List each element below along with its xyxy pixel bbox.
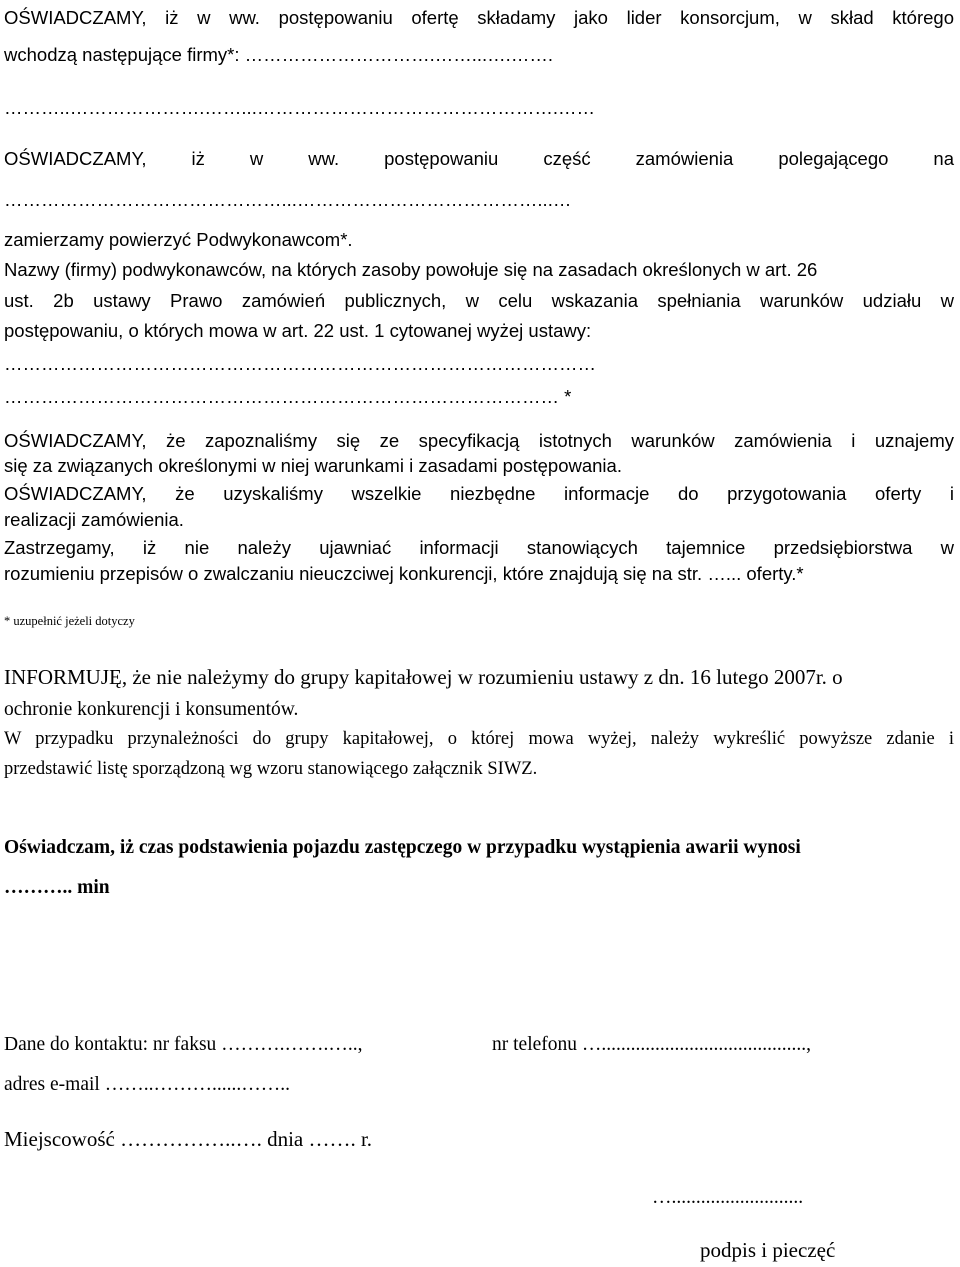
signature-label: podpis i pieczęć (700, 1238, 836, 1262)
contact-fax: Dane do kontaktu: nr faksu ……….…….….., (4, 1034, 363, 1055)
subcontractor-dots-2: ……………………………………………………………………………… * (4, 386, 572, 407)
subcontract-statement-line-3: zamierzamy powierzyć Podwykonawcom*. (4, 229, 353, 250)
subcontractor-dots-1: …………………………………………………………………………………… (4, 353, 596, 374)
footnote: * uzupełnić jeżeli dotyczy (4, 614, 135, 628)
signature-dots: …........................... (652, 1187, 804, 1208)
siwz-statement-line-1: OŚWIADCZAMY, że zapoznaliśmy się ze specyfikacją istotnych warunków zamówienia i uznajemy (4, 430, 954, 451)
siwz-statement-line-2: się za związanych określonymi w niej warunkami i zasadami postępowania. (4, 455, 622, 476)
confidentiality-statement-line-1: Zastrzegamy, iż nie należy ujawniać informacji stanowiących tajemnice przedsiębiorstwa w (4, 537, 954, 558)
subcontract-names-line-3: postępowaniu, o których mowa w art. 22 ust. 1 cytowanej wyżej ustawy: (4, 320, 592, 341)
vehicle-statement-line-1: Oświadczam, iż czas podstawienia pojazdu zastępczego w przypadku wystąpienia awarii wynosi (4, 837, 801, 858)
subcontract-scope-dots: ………………………………………...…………………………………...… (4, 189, 572, 210)
contact-email: adres e-mail ……..………......…….. (4, 1074, 290, 1095)
subcontract-statement-line-1: OŚWIADCZAMY, iż w ww. postępowaniu część zamówienia polegającego na (4, 148, 954, 169)
subcontract-names-line-1: Nazwy (firmy) podwykonawców, na których zasoby powołuje się na zasadach określonych w art. 26 (4, 259, 818, 280)
consortium-statement-line-1: OŚWIADCZAMY, iż w ww. postępowaniu ofertę składamy jako lider konsorcjum, w skład którego (4, 7, 954, 28)
consortium-firms-dots: ………..………………….……...………………………………………….…… (4, 97, 595, 118)
capital-group-line-1: INFORMUJĘ, że nie należymy do grupy kapitałowej w rozumieniu ustawy z dn. 16 lutego 2007r. o (4, 665, 843, 689)
confidentiality-statement-line-2: rozumieniu przepisów o zwalczaniu nieuczciwej konkurencji, które znajdują się na str. …... oferty.* (4, 563, 804, 584)
capital-group-line-2: ochronie konkurencji i konsumentów. (4, 699, 299, 720)
contact-phone: nr telefonu ….........................................., (492, 1034, 812, 1055)
vehicle-statement-line-2: ……….. min (4, 877, 110, 898)
capital-group-line-3: W przypadku przynależności do grupy kapitałowej, o której mowa wyżej, należy wykreślić powyższe zdanie i (4, 729, 954, 749)
information-statement-line-2: realizacji zamówienia. (4, 509, 184, 530)
subcontract-names-line-2: ust. 2b ustawy Prawo zamówień publicznych, w celu wskazania spełniania warunków udziału w (4, 290, 954, 311)
place-and-date: Miejscowość ……………..…. dnia ……. r. (4, 1127, 373, 1151)
consortium-statement-line-2: wchodzą następujące firmy*: ………………………….……...….……. (4, 44, 553, 65)
information-statement-line-1: OŚWIADCZAMY, że uzyskaliśmy wszelkie niezbędne informacje do przygotowania oferty i (4, 483, 954, 504)
capital-group-line-4: przedstawić listę sporządzoną wg wzoru stanowiącego załącznik SIWZ. (4, 759, 538, 779)
